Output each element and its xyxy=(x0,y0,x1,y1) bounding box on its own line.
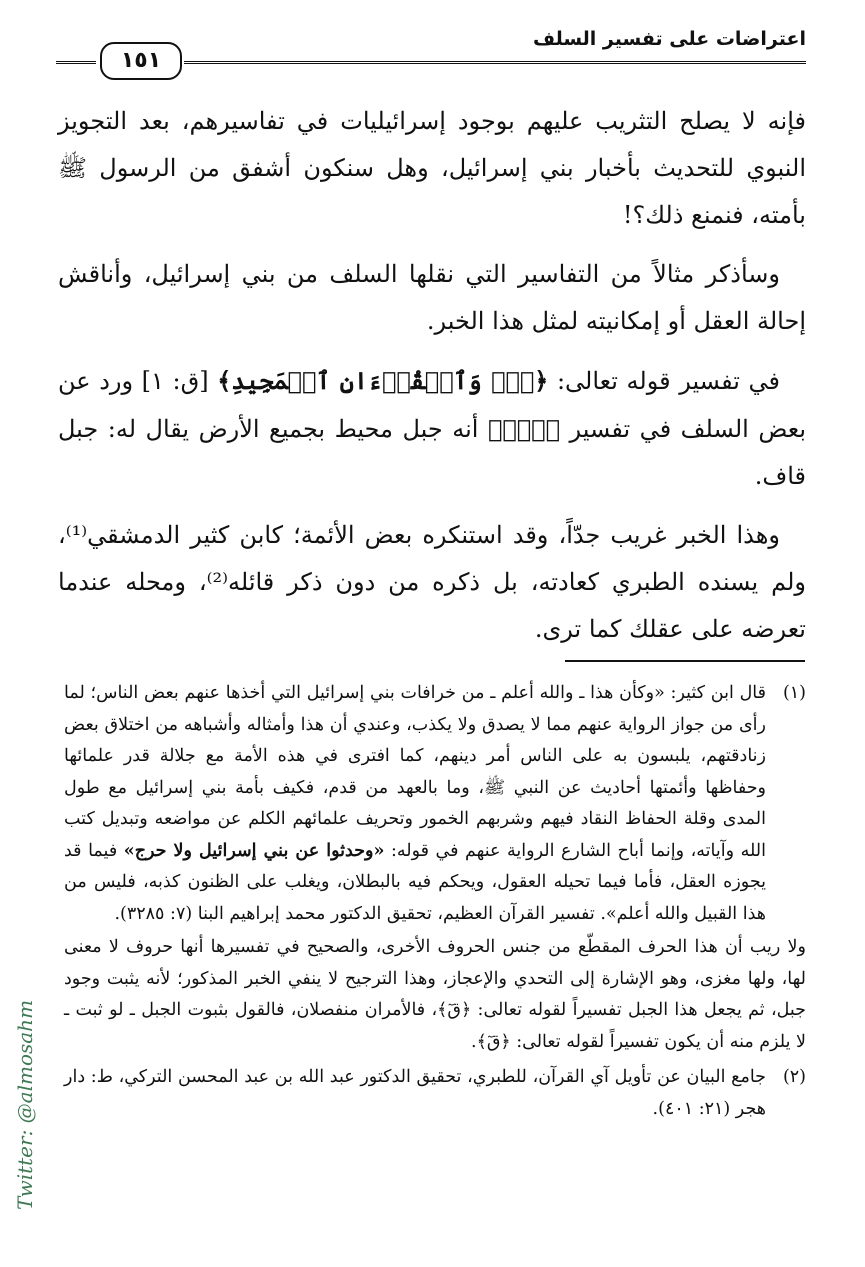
paragraph-3-intro: في تفسير قوله تعالى: xyxy=(548,367,780,395)
paragraph-3 xyxy=(58,357,806,500)
footnotes xyxy=(64,678,806,1127)
watermark xyxy=(10,1000,40,1210)
footnote-1 xyxy=(64,678,806,930)
footnote-1-part-b: فيما قد يجوزه العقل، فأما فيما تحيله العقول، ويحكم فيه بالبطلان، ويغلب على الظنون كذبه، فليس من هذا القبيل والله أعلم». تفسير القرآن العظيم، تحقيق الدكتور محمد إبراهيم البنا (٧: ٣٢٨٥). xyxy=(64,840,766,924)
paragraph-4: وهذا الخبر غريب جدّاً، وقد استنكره بعض الأئمة؛ كابن كثير الدمشقي⁽¹⁾، ولم يسنده الطبري كعادته، بل ذكره من دون ذكر قائله⁽²⁾، ومحله عندما تعرضه على عقلك كما ترى. xyxy=(58,521,806,643)
main-text xyxy=(58,98,806,665)
header-rule-right xyxy=(184,61,806,64)
quran-verse-qaf-1: ﴿قٓۚ وَٱلۡقُرۡءَانِ ٱلۡمَجِيدِ﴾ xyxy=(217,366,549,395)
footnote-1-continuation: ولا ريب أن هذا الحرف المقطّع من جنس الحروف الأخرى، والصحيح في تفسيرها أنها حروف لا معنى لها، ولها مغزى، وهو الإشارة إلى التحدي والإعجاز، وهذا الترجيح لا ينفي الخبر المذكور؛ لأنه يثبت وجود جبل، ثم يجعل هذا الجبل تفسيراً لقوله تعالى: ﴿قٓ﴾، فالأمران منفصلان، فالقول بثبوت الجبل ـ لو ثبت ـ لا يلزم منه أن يكون تفسيراً لقوله تعالى: ﴿قٓ﴾. xyxy=(64,937,806,1052)
quran-verse-qaf-2: ﴿قٓۚ﴾ xyxy=(487,414,560,443)
footnote-1-number: (١) xyxy=(782,683,806,703)
header-rule-left xyxy=(56,61,96,64)
page-number: ١٥١ xyxy=(100,42,182,80)
paragraph-1: فإنه لا يصلح التثريب عليهم بوجود إسرائيليات في تفاسيرهم، بعد التجويز النبوي للتحديث بأخبار بني إسرائيل، وهل سنكون أشفق من الرسول ﷺ بأمته، فنمنع ذلك؟! xyxy=(58,107,807,229)
paragraph-3-end: أنه جبل محيط بجميع الأرض يقال له: جبل قاف. xyxy=(58,415,806,490)
footnote-divider xyxy=(565,660,805,662)
watermark-text: Twitter: @almosahm xyxy=(13,999,37,1211)
footnote-2-text: جامع البيان عن تأويل آي القرآن، للطبري، تحقيق الدكتور عبد الله بن عبد المحسن التركي، ط: دار هجر (٢١: ٤٠١). xyxy=(64,1067,766,1119)
footnote-1-part-a: قال ابن كثير: «وكأن هذا ـ والله أعلم ـ من خرافات بني إسرائيل التي أخذها عنهم بعض الناس؛ لما رأى من جواز الرواية عنهم مما لا يصدق ولا يكذب، وعندي أن هذا وأمثاله وأشباهه من اختلاق بعض زنادقتهم، يلبسون به على الناس أمر دينهم، كما افترى في هذه الأمة مع جلالة قدر علمائها وحفاظها وأئمتها أحاديث عن النبي ﷺ، وما بالعهد من قدم، فكيف بأمة بني إسرائيل مع طول المدى وقلة الحفاظ النقاد فيهم وشربهم الخمور وتحريف علمائهم الكلم عن مواضعه وتبديل كتب الله وآياته، وإنما أباح الشارع الرواية عنهم في قوله: xyxy=(64,683,766,861)
running-title: اعتراضات على تفسير السلف xyxy=(532,28,806,50)
footnote-1-hadith: «وحدثوا عن بني إسرائيل ولا حرج» xyxy=(123,840,385,861)
paragraph-3-middle: [ق: ١] ورد عن بعض السلف في تفسير xyxy=(58,367,806,443)
footnote-1-text xyxy=(64,678,766,930)
footnote-2-number: (٢) xyxy=(782,1067,806,1087)
page-header xyxy=(56,28,806,72)
paragraph-2: وسأذكر مثالاً من التفاسير التي نقلها السلف من بني إسرائيل، وأناقش إحالة العقل أو إمكانيته لمثل هذا الخبر. xyxy=(58,260,806,335)
footnote-2 xyxy=(64,1062,806,1125)
